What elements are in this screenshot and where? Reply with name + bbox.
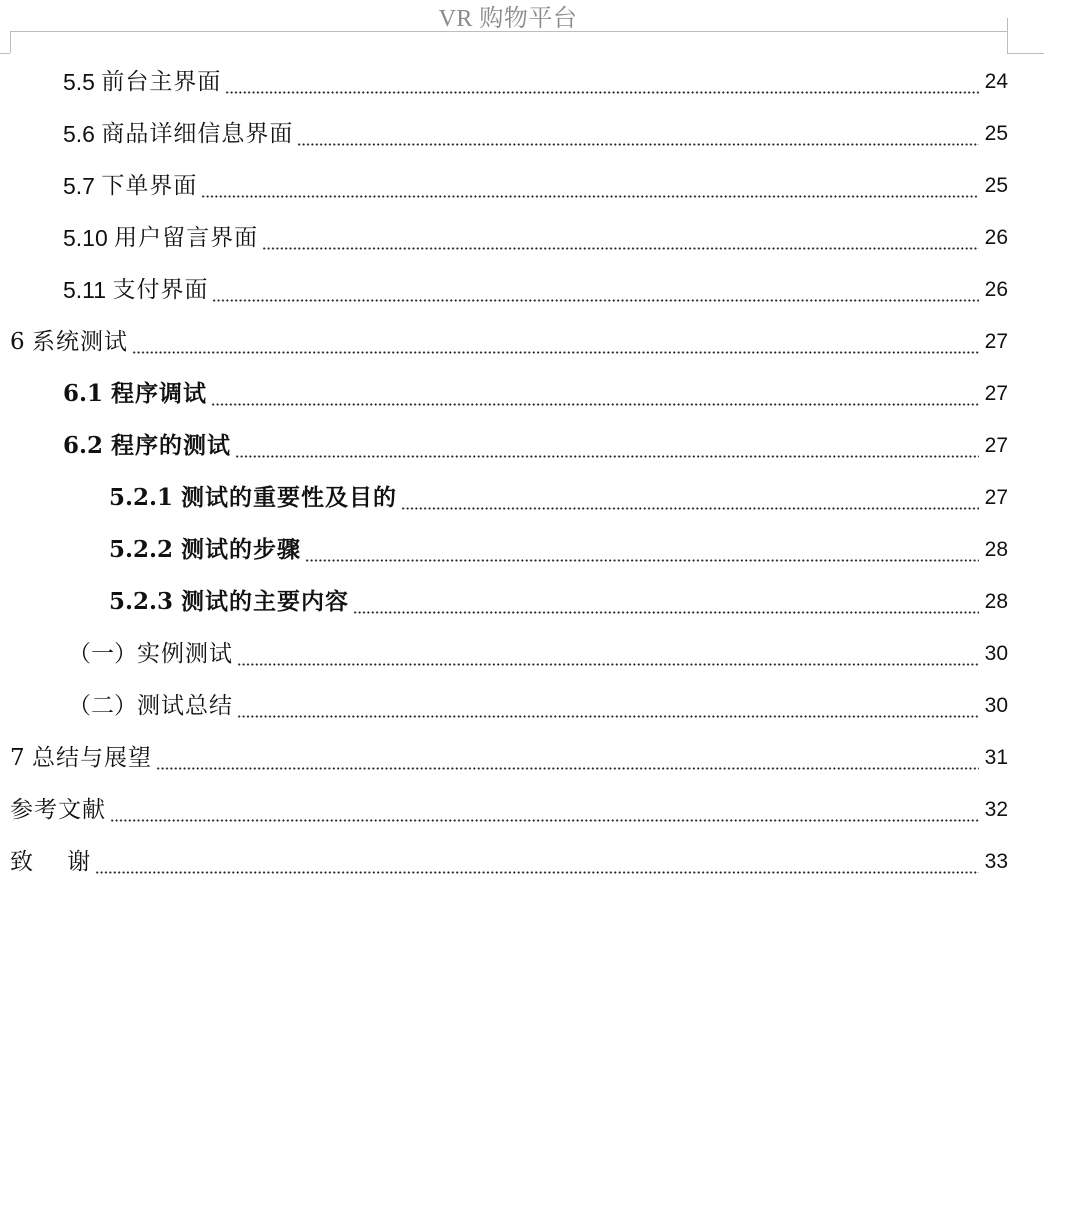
dot-leader <box>211 403 979 406</box>
toc-entry-number: 6 <box>10 329 32 355</box>
crop-mark-right-horizontal <box>1007 53 1044 54</box>
toc-entry-ceshi-zongjie[interactable] <box>68 680 1008 732</box>
dot-leader <box>235 455 979 458</box>
dot-leader <box>95 871 979 874</box>
dot-leader <box>201 195 979 198</box>
toc-entry-number: 5.7 <box>63 173 102 199</box>
toc-entry-page: 30 <box>984 694 1008 717</box>
toc-entry-6-2[interactable] <box>63 420 1008 472</box>
toc-entry-page: 24 <box>984 70 1008 93</box>
toc-entry-6[interactable] <box>10 316 1008 368</box>
toc-entry-page: 26 <box>984 226 1008 249</box>
toc-entry-title: 程序的测试 <box>111 432 232 459</box>
dot-leader <box>297 143 979 146</box>
header-rule <box>10 31 1007 32</box>
toc-entry-title: 致 谢 <box>10 849 92 875</box>
toc-entry-title: 程序调试 <box>111 380 208 407</box>
toc-entry-5-11[interactable] <box>63 264 1008 316</box>
toc-entry-number: 5.2.1 <box>109 484 182 511</box>
toc-entry-title: 参考文献 <box>10 797 106 823</box>
dot-leader <box>237 663 979 666</box>
dot-leader <box>237 715 979 718</box>
toc-entry-page: 26 <box>984 278 1008 301</box>
toc-entry-number: 6.2 <box>63 432 112 459</box>
toc-entry-number: 7 <box>10 745 32 771</box>
toc-entry-title: 测试总结 <box>137 693 233 719</box>
toc-entry-page: 27 <box>984 330 1008 353</box>
toc-entry-page: 27 <box>984 434 1008 457</box>
toc-entry-title: 下单界面 <box>101 173 198 199</box>
toc-entry-number: 5.2.2 <box>109 536 182 563</box>
toc-entry-5-2-3[interactable] <box>109 576 1008 628</box>
toc-entry-5-5[interactable] <box>63 56 1008 108</box>
toc-entry-5-2-1[interactable] <box>109 472 1008 524</box>
toc-entry-title: 支付界面 <box>112 277 209 303</box>
toc-entry-title: 测试的重要性及目的 <box>181 484 398 511</box>
toc-entry-page: 27 <box>984 486 1008 509</box>
toc-entry-title: 测试的主要内容 <box>181 588 350 615</box>
toc-entry-5-2-2[interactable] <box>109 524 1008 576</box>
dot-leader <box>305 559 979 562</box>
toc-entry-page: 27 <box>984 382 1008 405</box>
dot-leader <box>212 299 979 302</box>
crop-mark-right <box>1007 18 1008 53</box>
toc-entry-5-7[interactable] <box>63 160 1008 212</box>
toc-entry-number: 6.1 <box>63 380 112 407</box>
toc-entry-title: 实例测试 <box>137 641 233 667</box>
toc-entry-title: 用户留言界面 <box>114 225 259 251</box>
toc-entry-number: （二） <box>68 693 137 719</box>
toc-entry-title: 测试的步骤 <box>181 536 302 563</box>
toc-entry-page: 33 <box>984 850 1008 873</box>
toc-entry-page: 25 <box>984 174 1008 197</box>
dot-leader <box>132 351 979 354</box>
toc-entry-page: 25 <box>984 122 1008 145</box>
toc-entry-shili-ceshi[interactable] <box>68 628 1008 680</box>
dot-leader <box>110 819 979 822</box>
toc-entry-number: 5.5 <box>63 69 102 95</box>
dot-leader <box>262 247 979 250</box>
toc-entry-page: 28 <box>984 590 1008 613</box>
toc-entry-number: 5.2.3 <box>109 588 182 615</box>
toc-entry-references[interactable] <box>10 784 1008 836</box>
crop-mark-left <box>10 31 11 53</box>
toc-entry-title: 商品详细信息界面 <box>101 121 294 147</box>
toc-entry-number: 5.6 <box>63 121 102 147</box>
dot-leader <box>225 91 979 94</box>
page-header-title: VR 购物平台 <box>438 6 578 32</box>
toc-entry-page: 28 <box>984 538 1008 561</box>
toc-entry-page: 30 <box>984 642 1008 665</box>
toc-entry-number: 5.11 <box>63 277 113 303</box>
dot-leader <box>401 507 979 510</box>
dot-leader <box>353 611 979 614</box>
toc-entry-5-10[interactable] <box>63 212 1008 264</box>
toc-entry-title: 系统测试 <box>31 329 128 355</box>
toc-entry-title: 前台主界面 <box>101 69 222 95</box>
toc-entry-acknowledgements[interactable] <box>10 836 1008 888</box>
toc-entry-page: 31 <box>984 746 1008 769</box>
toc-entry-5-6[interactable] <box>63 108 1008 160</box>
toc-entry-number: 5.10 <box>63 225 115 251</box>
toc-entry-6-1[interactable] <box>63 368 1008 420</box>
toc-entry-page: 32 <box>984 798 1008 821</box>
dot-leader <box>156 767 979 770</box>
toc-entry-number: （一） <box>68 641 137 667</box>
crop-mark-left-horizontal <box>0 53 10 54</box>
toc-entry-title: 总结与展望 <box>31 745 152 771</box>
toc-entry-7[interactable] <box>10 732 1008 784</box>
